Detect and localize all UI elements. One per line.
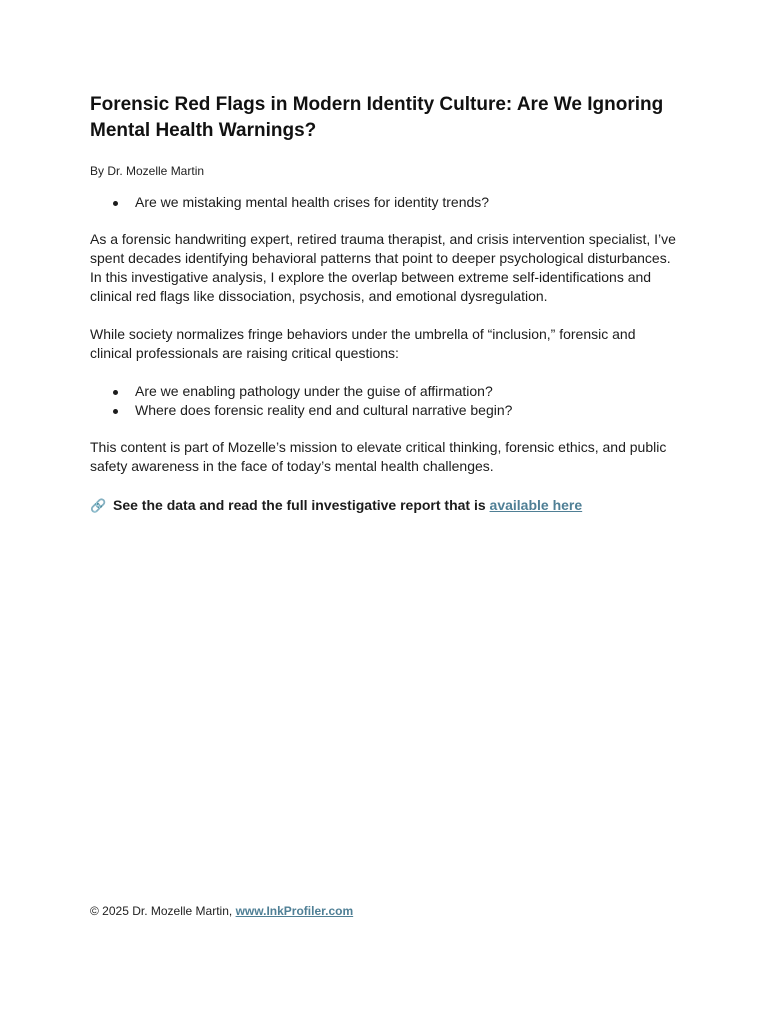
inkprofiler-link[interactable]: www.InkProfiler.com xyxy=(235,904,354,918)
footer xyxy=(90,903,353,919)
report-call-to-action xyxy=(90,496,678,515)
link-icon: 🔗 xyxy=(90,497,107,513)
question-bullet-list xyxy=(90,382,678,421)
paragraph-3: This content is part of Mozelle’s mission to elevate critical thinking, forensic ethics, and public safety awareness in the face of today’s mental health challenges. xyxy=(90,438,667,474)
paragraph-1: As a forensic handwriting expert, retired trauma therapist, and crisis intervention specialist, I’ve spent decades identifying behavioral patterns that point to deeper psychological disturbances. In this investigative analysis, I explore the overlap between extreme self-identifications and clinical red flags like dissociation, psychosis, and emotional dysregulation. xyxy=(90,230,676,304)
article-byline: By Dr. Mozelle Martin xyxy=(90,164,205,178)
bullet-icon xyxy=(113,201,118,206)
available-here-link[interactable]: available here xyxy=(489,496,583,513)
list-item xyxy=(135,193,678,213)
list-item xyxy=(135,401,678,421)
list-item-text: Are we enabling pathology under the guise of affirmation? xyxy=(135,382,493,399)
cta-text: See the data and read the full investigative report that is xyxy=(113,496,486,513)
list-item-text: Are we mistaking mental health crises for identity trends? xyxy=(135,194,490,210)
bullet-icon xyxy=(113,390,118,395)
footer-copyright: © 2025 Dr. Mozelle Martin, xyxy=(90,904,236,918)
list-item-text: Where does forensic reality end and cultural narrative begin? xyxy=(135,402,513,418)
paragraph-2: While society normalizes fringe behaviors under the umbrella of “inclusion,” forensic and clinical professionals are raising critical questions: xyxy=(90,325,636,361)
intro-bullet-list xyxy=(90,193,678,213)
bullet-icon xyxy=(113,409,118,414)
list-item xyxy=(135,382,678,402)
article-title: Forensic Red Flags in Modern Identity Culture: Are We Ignoring Mental Health Warnings? xyxy=(90,94,664,141)
article xyxy=(90,92,678,515)
